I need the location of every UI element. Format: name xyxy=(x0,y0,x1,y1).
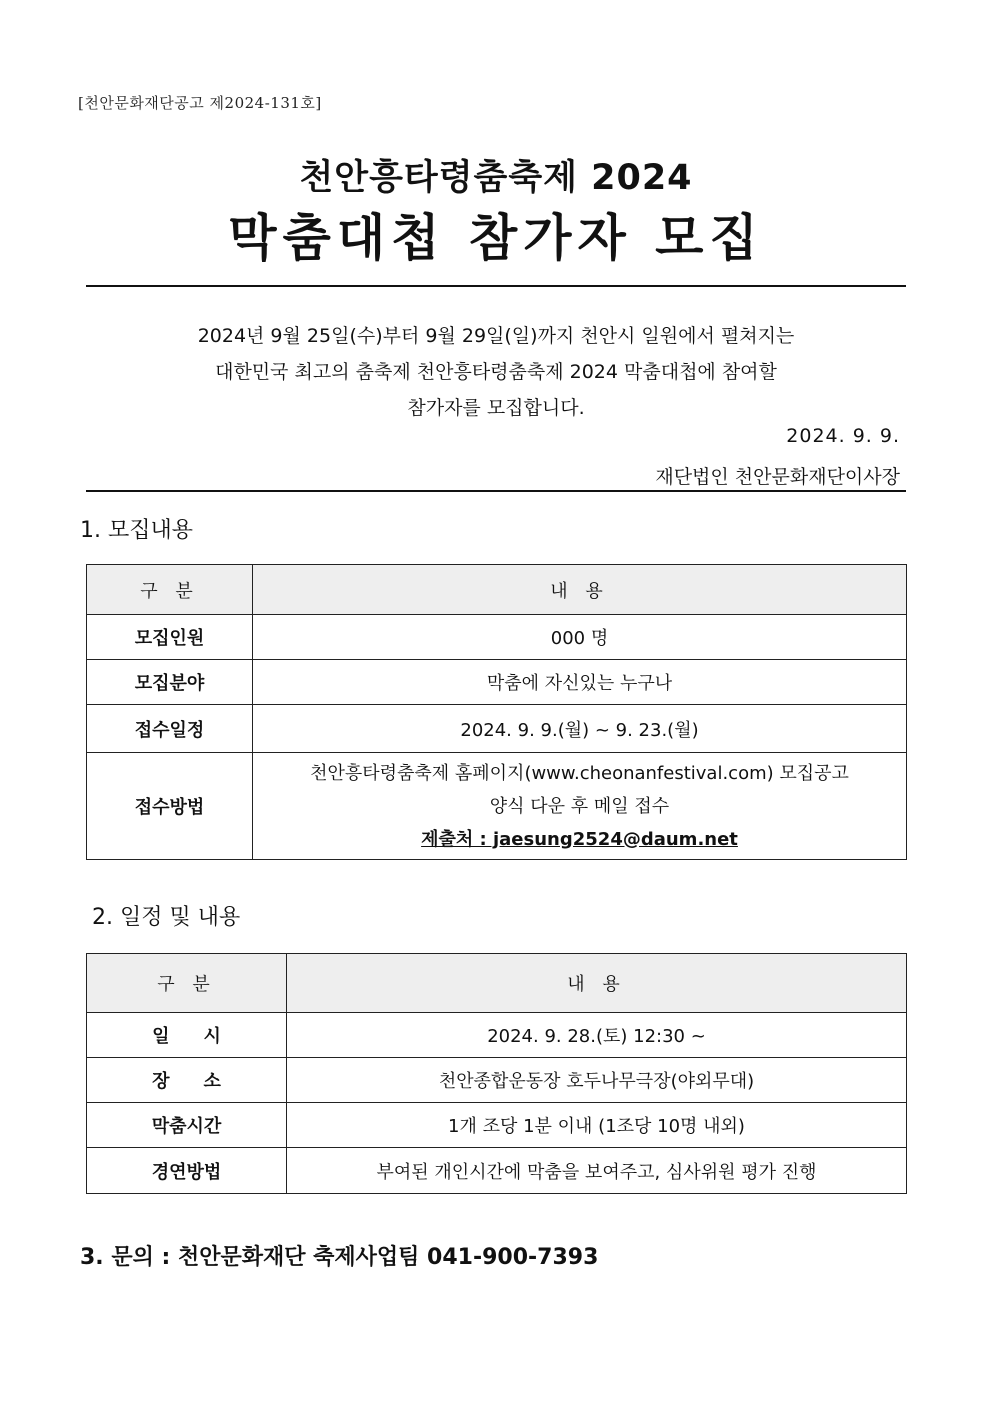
table-row xyxy=(87,705,907,753)
title-divider xyxy=(86,285,906,287)
notice-number: [천안문화재단공고 제2024-131호] xyxy=(78,94,322,112)
row-label: 막춤시간 xyxy=(87,1103,287,1148)
column-header-category: 구 분 xyxy=(87,565,253,615)
submission-email: 제출처 : jaesung2524@daum.net xyxy=(421,828,738,850)
row-label: 장소 xyxy=(87,1058,287,1103)
row-label: 모집인원 xyxy=(87,615,253,660)
title-line-1: 천안흥타령춤축제 2024 xyxy=(299,158,693,198)
row-label: 일시 xyxy=(87,1013,287,1058)
section-1-heading: 1. 모집내용 xyxy=(80,518,193,543)
application-method-line: 천안흥타령춤축제 홈페이지(www.cheonanfestival.com) 모집공고 xyxy=(310,762,849,784)
table-row xyxy=(87,1013,907,1058)
notice-date: 2024. 9. 9. xyxy=(786,425,900,447)
section-2-heading: 2. 일정 및 내용 xyxy=(92,905,241,930)
row-value: 2024. 9. 9.(월) ~ 9. 23.(월) xyxy=(253,705,907,753)
table-row xyxy=(87,660,907,705)
header-divider xyxy=(86,490,906,492)
intro-line: 참가자를 모집합니다. xyxy=(407,397,585,419)
row-value: 막춤에 자신있는 누구나 xyxy=(253,660,907,705)
row-label: 접수일정 xyxy=(87,705,253,753)
table-row xyxy=(87,753,907,860)
table-row xyxy=(87,1103,907,1148)
row-value: 1개 조당 1분 이내 (1조당 10명 내외) xyxy=(287,1103,907,1148)
row-value: 000 명 xyxy=(253,615,907,660)
application-method-line: 양식 다운 후 메일 접수 xyxy=(489,795,670,817)
table-row xyxy=(87,1058,907,1103)
table-header-row xyxy=(87,565,907,615)
table-row xyxy=(87,1148,907,1194)
intro-paragraph xyxy=(86,318,906,426)
row-value: 부여된 개인시간에 막춤을 보여주고, 심사위원 평가 진행 xyxy=(287,1148,907,1194)
row-value: 천안종합운동장 호두나무극장(야외무대) xyxy=(287,1058,907,1103)
issuer-name: 재단법인 천안문화재단이사장 xyxy=(655,466,900,488)
table-header-row xyxy=(87,954,907,1013)
intro-line: 대한민국 최고의 춤축제 천안흥타령춤축제 2024 막춤대첩에 참여할 xyxy=(215,361,777,383)
row-value xyxy=(253,753,907,860)
column-header-content: 내 용 xyxy=(253,565,907,615)
title-line-2: 막춤대첩 참가자 모집 xyxy=(228,209,764,267)
row-label: 모집분야 xyxy=(87,660,253,705)
row-label: 경연방법 xyxy=(87,1148,287,1194)
table-row xyxy=(87,615,907,660)
column-header-category: 구 분 xyxy=(87,954,287,1013)
intro-line: 2024년 9월 25일(수)부터 9월 29일(일)까지 천안시 일원에서 펼쳐지는 xyxy=(197,325,795,347)
recruitment-table xyxy=(86,564,907,860)
row-value: 2024. 9. 28.(토) 12:30 ~ xyxy=(287,1013,907,1058)
column-header-content: 내 용 xyxy=(287,954,907,1013)
section-3-inquiry: 3. 문의 : 천안문화재단 축제사업팀 041-900-7393 xyxy=(80,1245,599,1270)
row-label: 접수방법 xyxy=(87,753,253,860)
schedule-table xyxy=(86,953,907,1194)
